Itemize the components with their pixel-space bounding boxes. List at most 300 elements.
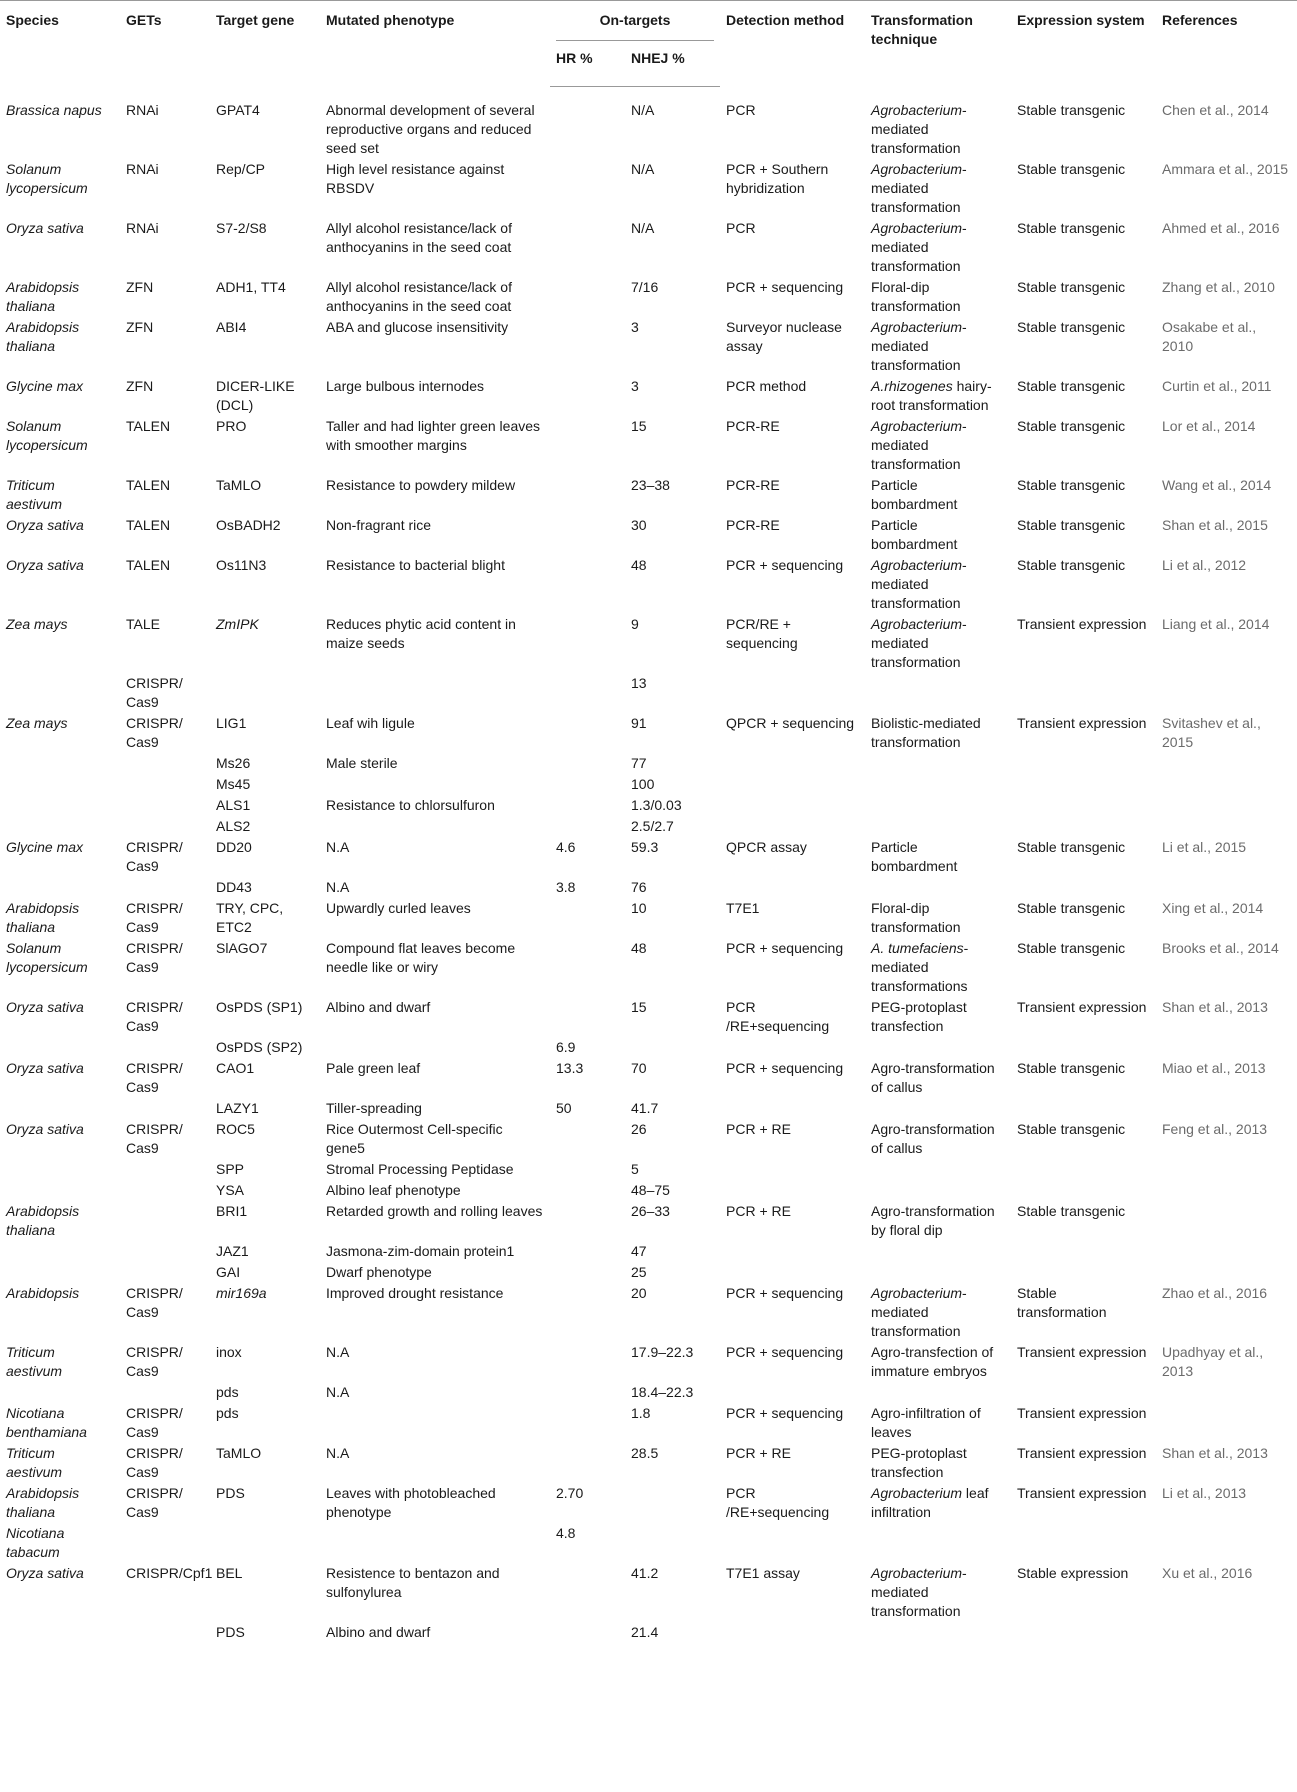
cell-expression: Transient expression [1017,1444,1147,1461]
cell-hr [550,514,625,554]
cell-hr [550,815,625,836]
cell-target-gene: BRI1 [216,1202,248,1219]
cell-target-gene: ALS1 [216,796,251,813]
cell-detection [720,876,865,897]
cell-transformation: PEG-protoplast transfection [871,1444,967,1480]
cell-nhej: 13 [631,674,647,691]
cell-detection: PCR + sequencing [726,939,844,956]
cell-species [0,794,120,815]
cell-species [0,1158,120,1179]
cell-target-gene: ABI4 [216,318,247,335]
cell-hr [550,415,625,474]
cell-species: Glycine max [6,377,84,394]
cell-phenotype: N.A [326,878,350,895]
cell-species: Solanum lycopersicum [6,939,88,975]
cell-phenotype: Upwardly curled leaves [326,899,471,916]
cell-nhej: N/A [631,160,655,177]
cell-gets [120,1522,210,1562]
cell-target-gene: Ms26 [216,754,251,771]
cell-hr [550,996,625,1036]
cell-hr [550,217,625,276]
cell-expression: Transient expression [1017,1484,1147,1501]
cell-reference [1156,1381,1297,1402]
cell-phenotype: Pale green leaf [326,1059,421,1076]
cell-gets [120,1240,210,1261]
cell-target-gene: JAZ1 [216,1242,249,1259]
on-targets-label: On-targets [556,11,714,41]
cell-hr [550,87,625,158]
table-row [0,752,1297,773]
table-row [0,1341,1297,1381]
cell-expression: Stable transgenic [1017,417,1126,434]
cell-phenotype: Reduces phytic acid content in maize seeds [326,615,516,651]
cell-gets: CRISPR/ Cas9 [126,674,183,710]
cell-nhej: 1.8 [631,1404,651,1421]
cell-nhej: 28.5 [631,1444,659,1461]
cell-species: Glycine max [6,838,84,855]
cell-nhej [625,1482,720,1522]
cell-gets [120,1179,210,1200]
cell-expression: Transient expression [1017,615,1147,632]
cell-species: Zea mays [6,714,68,731]
cell-expression: Stable transgenic [1017,899,1126,916]
cell-phenotype [320,1522,550,1562]
cell-species: Arabidopsis thaliana [6,318,80,354]
cell-species: Oryza sativa [6,1059,84,1076]
cell-gets: CRISPR/ Cas9 [126,1404,183,1440]
cell-detection: PCR + sequencing [726,1343,844,1360]
cell-reference: Li et al., 2012 [1162,556,1247,573]
col-species: Species [6,12,59,28]
cell-hr [550,1158,625,1179]
cell-species: Arabidopsis thaliana [6,899,80,935]
cell-reference: Curtin et al., 2011 [1162,377,1272,394]
cell-expression [1011,815,1156,836]
cell-species [0,815,120,836]
cell-detection: PCR + Southern hybridization [726,160,829,196]
cell-expression: Stable transgenic [1017,516,1126,533]
cell-detection: QPCR assay [726,838,807,855]
cell-reference: Zhang et al., 2010 [1162,278,1275,295]
table-row [0,1118,1297,1158]
cell-phenotype: Stromal Processing Peptidase [326,1160,514,1177]
cell-detection [720,1240,865,1261]
cell-detection: PCR + RE [726,1444,791,1461]
cell-expression: Transient expression [1017,1404,1147,1421]
table-row [0,876,1297,897]
cell-hr [550,1261,625,1282]
cell-hr [550,1240,625,1261]
cell-species: Oryza sativa [6,516,84,533]
cell-phenotype: N.A [326,1343,350,1360]
cell-phenotype: Albino and dwarf [326,998,431,1015]
cell-target-gene [210,1522,320,1562]
cell-species: Arabidopsis thaliana [6,1484,80,1520]
table-row [0,1240,1297,1261]
cell-nhej: 10 [631,899,647,916]
table-row [0,316,1297,375]
cell-reference [1156,1036,1297,1057]
cell-reference: Brooks et al., 2014 [1162,939,1279,956]
cell-detection: PCR + sequencing [726,1059,844,1076]
cell-transformation: Agrobacterium-mediated transformation [871,160,967,215]
cell-nhej: 30 [631,516,647,533]
cell-nhej: 3 [631,377,639,394]
cell-phenotype: Compound flat leaves become needle like or wiry [326,939,516,975]
cell-detection: PCR-RE [726,476,780,493]
cell-detection: PCR + sequencing [726,1404,844,1421]
cell-expression: Stable transgenic [1017,1120,1126,1137]
cell-reference: Xing et al., 2014 [1162,899,1264,916]
cell-detection: PCR + sequencing [726,278,844,295]
cell-phenotype: N.A [326,838,350,855]
cell-nhej: N/A [631,219,655,236]
cell-species [0,1179,120,1200]
table-row [0,1179,1297,1200]
cell-transformation: A. tumefaciens-mediated transformations [871,939,969,994]
cell-target-gene: DD20 [216,838,252,855]
cell-reference: Chen et al., 2014 [1162,101,1269,118]
cell-species [0,1621,120,1642]
cell-transformation: Agro-transformation of callus [871,1059,995,1095]
cell-gets: CRISPR/ Cas9 [126,1059,183,1095]
cell-detection: PCR + RE [726,1202,791,1219]
organism-name: Agrobacterium [871,417,963,434]
cell-species: Arabidopsis thaliana [6,1202,80,1238]
cell-hr [550,474,625,514]
cell-nhej: 41.7 [631,1099,659,1116]
cell-transformation: PEG-protoplast transfection [871,998,967,1034]
cell-nhej: 91 [631,714,647,731]
table-row [0,415,1297,474]
cell-phenotype: Improved drought resistance [326,1284,504,1301]
cell-reference [1156,1158,1297,1179]
cell-species: Nicotiana benthamiana [6,1404,87,1440]
cell-species [0,1036,120,1057]
cell-detection: PCR [726,101,756,118]
cell-gets: TALEN [126,556,171,573]
cell-target-gene: pds [216,1383,239,1400]
cell-target-gene: OsBADH2 [216,516,281,533]
cell-species [0,773,120,794]
cell-gets: CRISPR/ Cas9 [126,1120,183,1156]
cell-detection: PCR-RE [726,417,780,434]
cell-expression [1011,1621,1156,1642]
table-row [0,1261,1297,1282]
cell-species [0,1261,120,1282]
cell-transformation: Agrobacterium leaf infiltration [871,1484,989,1520]
cell-hr [550,276,625,316]
cell-transformation: Agrobacterium-mediated transformation [871,556,967,611]
cell-nhej: 26–33 [631,1202,670,1219]
cell-reference: Liang et al., 2014 [1162,615,1270,632]
cell-reference: Wang et al., 2014 [1162,476,1272,493]
table-row [0,1522,1297,1562]
cell-species: Triticum aestivum [6,1444,63,1480]
cell-gets: TALEN [126,516,171,533]
cell-species: Oryza sativa [6,1564,84,1581]
cell-nhej: 100 [631,775,655,792]
cell-reference [1156,1621,1297,1642]
col-expression: Expression system [1017,12,1145,28]
cell-phenotype: High level resistance against RBSDV [326,160,505,196]
cell-detection [720,815,865,836]
cell-reference: Ahmed et al., 2016 [1162,219,1280,236]
cell-target-gene: mir169a [216,1284,267,1301]
cell-phenotype: Resistance to bacterial blight [326,556,505,573]
cell-gets [120,1097,210,1118]
cell-hr [550,554,625,613]
cell-gets [120,876,210,897]
cell-phenotype: Abnormal development of several reproductive organs and reduced seed set [326,101,535,156]
cell-expression: Stable transgenic [1017,1059,1126,1076]
cell-species: Zea mays [6,615,68,632]
cell-expression [1011,752,1156,773]
cell-gets: CRISPR/ Cas9 [126,1284,183,1320]
cell-expression: Stable transgenic [1017,939,1126,956]
cell-transformation [865,1261,1011,1282]
cell-species [0,1097,120,1118]
cell-phenotype [320,1036,550,1057]
cell-hr [550,1282,625,1341]
cell-nhej: 77 [631,754,647,771]
table-row [0,712,1297,752]
cell-phenotype: Leaf wih ligule [326,714,415,731]
cell-transformation [865,1621,1011,1642]
cell-species [0,672,120,712]
cell-hr [550,897,625,937]
cell-transformation: Agrobacterium-mediated transformation [871,318,967,373]
cell-target-gene: ALS2 [216,817,251,834]
cell-target-gene: S7-2/S8 [216,219,267,236]
cell-gets [120,773,210,794]
cell-target-gene: DD43 [216,878,252,895]
cell-hr: 4.6 [556,838,576,855]
cell-detection [720,1097,865,1118]
cell-gets: RNAi [126,101,159,118]
cell-nhej: 5 [631,1160,639,1177]
cell-reference: Shan et al., 2015 [1162,516,1268,533]
cell-hr [550,937,625,996]
cell-hr [550,1341,625,1381]
cell-hr [550,375,625,415]
cell-nhej: 23–38 [631,476,670,493]
cell-nhej [625,1522,720,1562]
table-row [0,1158,1297,1179]
cell-gets: ZFN [126,318,154,335]
cell-gets: CRISPR/ Cas9 [126,1343,183,1379]
table-row [0,1057,1297,1097]
table-row [0,1482,1297,1522]
cell-transformation: Agro-transfection of immature embryos [871,1343,994,1379]
cell-detection [720,773,865,794]
cell-reference: Ammara et al., 2015 [1162,160,1289,177]
cell-gets [120,1158,210,1179]
cell-nhej: 15 [631,417,647,434]
cell-nhej: 18.4–22.3 [631,1383,694,1400]
cell-hr [550,752,625,773]
cell-nhej: 21.4 [631,1623,659,1640]
cell-transformation: Agrobacterium-mediated transformation [871,1564,967,1619]
cell-transformation [865,1381,1011,1402]
cell-transformation [865,1179,1011,1200]
table-row [0,158,1297,217]
cell-expression: Transient expression [1017,998,1147,1015]
cell-expression: Transient expression [1017,1343,1147,1360]
cell-hr: 4.8 [556,1524,576,1541]
organism-name: Agrobacterium [871,1284,963,1301]
cell-gets: CRISPR/Cpf1 [126,1564,213,1581]
cell-nhej: 7/16 [631,278,659,295]
cell-nhej: 47 [631,1242,647,1259]
table-row [0,897,1297,937]
cell-detection [720,752,865,773]
cell-hr [550,794,625,815]
cell-reference [1156,1097,1297,1118]
cell-reference [1156,815,1297,836]
cell-reference: Feng et al., 2013 [1162,1120,1268,1137]
cell-phenotype: Retarded growth and rolling leaves [326,1202,543,1219]
cell-expression: Transient expression [1017,714,1147,731]
cell-hr [550,1402,625,1442]
cell-phenotype: Large bulbous internodes [326,377,485,394]
table-row [0,1097,1297,1118]
cell-target-gene: Os11N3 [216,556,267,573]
cell-target-gene: LIG1 [216,714,247,731]
cell-gets: CRISPR/ Cas9 [126,939,183,975]
table-row [0,474,1297,514]
cell-transformation [865,1036,1011,1057]
cell-expression [1011,1261,1156,1282]
cell-reference: Osakabe et al., 2010 [1162,318,1257,354]
cell-species: Solanum lycopersicum [6,160,88,196]
cell-expression [1011,1036,1156,1057]
cell-hr [550,613,625,672]
cell-phenotype: Resistance to chlorsulfuron [326,796,495,813]
cell-detection: PCR-RE [726,516,780,533]
cell-target-gene: ADH1, TT4 [216,278,286,295]
cell-phenotype: Resistance to powdery mildew [326,476,516,493]
cell-reference [1156,1179,1297,1200]
cell-nhej: 76 [631,878,647,895]
table-row [0,1036,1297,1057]
cell-hr [550,672,625,712]
cell-gets: TALEN [126,476,171,493]
table-row [0,1381,1297,1402]
cell-gets [120,1200,210,1240]
cell-reference [1156,773,1297,794]
cell-target-gene: inox [216,1343,242,1360]
cell-nhej: 70 [631,1059,647,1076]
cell-detection [720,1522,865,1562]
cell-expression: Stable transgenic [1017,278,1126,295]
cell-transformation: A.rhizogenes hairy-root transformation [871,377,992,413]
cell-transformation: Agro-transformation by floral dip [871,1202,995,1238]
cell-detection [720,1261,865,1282]
cell-detection [720,794,865,815]
cell-phenotype: Taller and had lighter green leaves with smoother margins [326,417,541,453]
cell-transformation [865,752,1011,773]
table-row [0,773,1297,794]
cell-reference: Shan et al., 2013 [1162,1444,1268,1461]
cell-expression: Stable transgenic [1017,476,1126,493]
cell-transformation: Agrobacterium-mediated transformation [871,1284,967,1339]
cell-target-gene: GPAT4 [216,101,260,118]
cell-nhej: N/A [631,102,655,118]
cell-detection: PCR /RE+sequencing [726,1484,830,1520]
organism-name: Agrobacterium [871,160,963,177]
cell-phenotype: N.A [326,1444,350,1461]
cell-nhej: 3 [631,318,639,335]
table-row [0,514,1297,554]
cell-gets [120,1261,210,1282]
cell-nhej: 20 [631,1284,647,1301]
cell-gets: RNAi [126,219,159,236]
cell-reference [1156,794,1297,815]
cell-detection: PCR + RE [726,1120,791,1137]
cell-detection: PCR [726,219,756,236]
cell-target-gene: ROC5 [216,1120,255,1137]
cell-hr [550,1381,625,1402]
cell-phenotype: Albino leaf phenotype [326,1181,461,1198]
cell-gets: CRISPR/ Cas9 [126,1444,183,1480]
cell-detection [720,1036,865,1057]
cell-reference [1156,876,1297,897]
col-references: References [1162,12,1238,28]
cell-detection: PCR method [726,377,807,394]
cell-transformation [865,1522,1011,1562]
cell-expression: Stable transgenic [1017,318,1126,335]
cell-nhej: 15 [631,998,647,1015]
cell-target-gene: CAO1 [216,1059,255,1076]
cell-reference: Li et al., 2013 [1162,1484,1247,1501]
cell-transformation [865,794,1011,815]
cell-target-gene: TRY, CPC, ETC2 [216,899,284,935]
cell-detection: QPCR + sequencing [726,714,855,731]
cell-phenotype: ABA and glucose insensitivity [326,318,509,335]
cell-species: Triticum aestivum [6,476,63,512]
organism-name: Agrobacterium [871,318,963,335]
cell-target-gene: PDS [216,1484,245,1501]
table-row [0,672,1297,712]
table-row [0,1282,1297,1341]
cell-gets: CRISPR/ Cas9 [126,714,183,750]
cell-detection: T7E1 assay [726,1564,800,1581]
cell-expression: Stable transgenic [1017,377,1126,394]
organism-name: Agrobacterium [871,219,963,236]
cell-phenotype: Non-fragrant rice [326,516,432,533]
cell-target-gene: OsPDS (SP1) [216,998,303,1015]
cell-gets: CRISPR/ Cas9 [126,838,183,874]
cell-hr: 2.70 [556,1484,584,1501]
cell-transformation [865,876,1011,897]
cell-hr [550,1200,625,1240]
cell-nhej: 59.3 [631,838,659,855]
cell-expression: Stable transformation [1017,1284,1107,1320]
cell-hr [550,1118,625,1158]
cell-expression: Stable transgenic [1017,1202,1126,1219]
cell-gets: ZFN [126,278,154,295]
cell-expression [1011,876,1156,897]
cell-target-gene: pds [216,1404,239,1421]
cell-phenotype: Allyl alcohol resistance/lack of anthocyanins in the seed coat [326,278,512,314]
organism-name: Agrobacterium [871,101,963,118]
cell-reference: Shan et al., 2013 [1162,998,1268,1015]
cell-detection: PCR/RE + sequencing [726,615,798,651]
col-nhej: NHEJ % [625,41,720,87]
cell-expression [1011,773,1156,794]
cell-species: Brassica napus [6,101,102,118]
